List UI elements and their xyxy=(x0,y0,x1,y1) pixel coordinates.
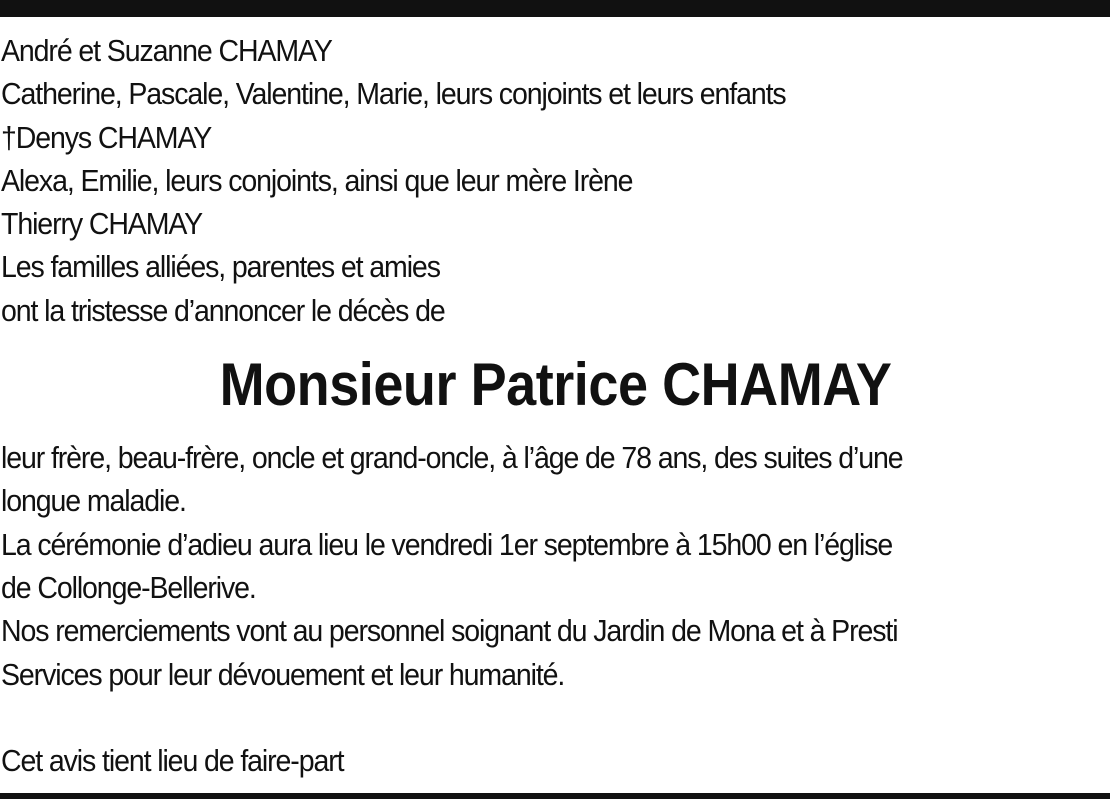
body-line: leur frère, beau-frère, oncle et grand-oncle, à l’âge de 78 ans, des suites d’une xyxy=(1,440,903,476)
deceased-name: Monsieur Patrice CHAMAY xyxy=(219,351,892,419)
family-line: André et Suzanne CHAMAY xyxy=(1,33,332,68)
family-line: Les familles alliées, parentes et amies xyxy=(1,249,440,285)
blank-space xyxy=(1,696,1110,739)
family-line: Catherine, Pascale, Valentine, Marie, leurs conjoints et leurs enfants xyxy=(1,76,786,112)
family-line: Thierry CHAMAY xyxy=(1,206,203,242)
body-line: Nos remerciements vont au personnel soignant du Jardin de Mona et à Presti xyxy=(1,613,898,649)
body-line: longue maladie. xyxy=(1,483,186,519)
top-border-rule xyxy=(0,0,1110,17)
body-line: de Collonge-Bellerive. xyxy=(1,569,256,605)
family-line: Alexa, Emilie, leurs conjoints, ainsi que leur mère Irène xyxy=(1,162,633,198)
closing-line: Cet avis tient lieu de faire-part xyxy=(1,742,344,778)
obituary-notice xyxy=(1,29,1110,782)
body-line: Services pour leur dévouement et leur humanité. xyxy=(1,656,565,692)
announcement-line: ont la tristesse d’annoncer le décès de xyxy=(1,292,445,328)
family-line: †Denys CHAMAY xyxy=(1,119,212,155)
bottom-border-rule xyxy=(0,793,1110,799)
body-line: La cérémonie d’adieu aura lieu le vendredi 1er septembre à 15h00 en l’église xyxy=(1,526,893,562)
